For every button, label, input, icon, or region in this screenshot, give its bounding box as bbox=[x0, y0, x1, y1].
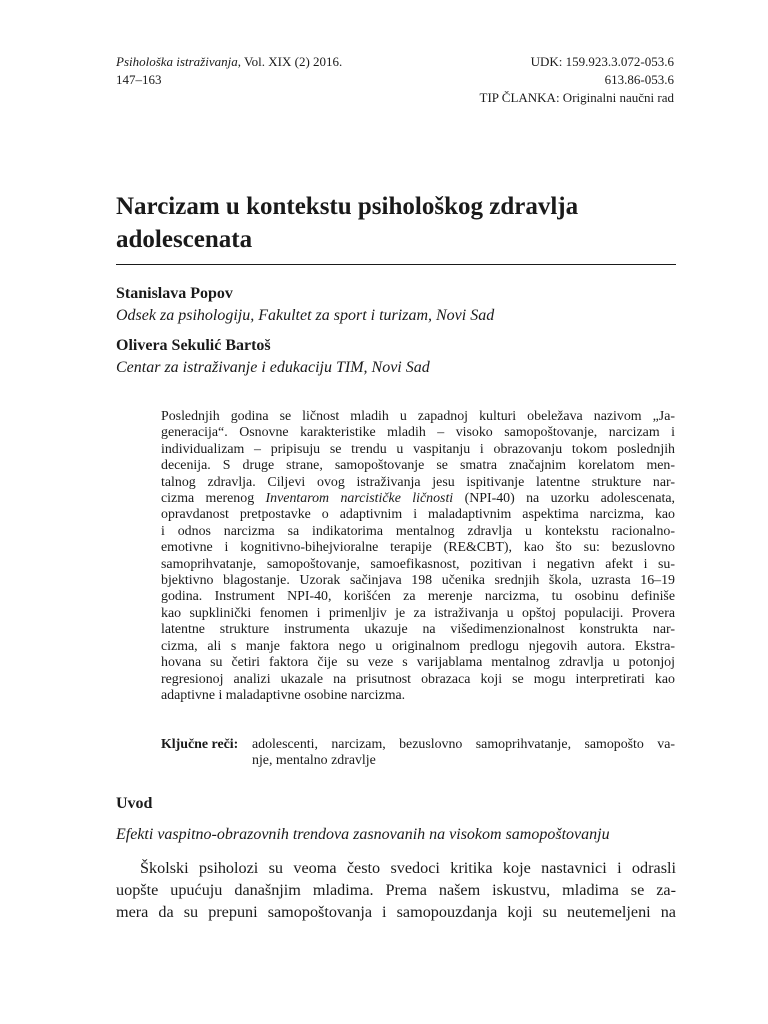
keywords-line: nje, mentalno zdravlje bbox=[252, 753, 376, 769]
article-type: TIP ČLANKA: Originalni naučni rad bbox=[479, 90, 674, 105]
abstract-line: cizma, ali s manje faktora nego u originalnom predlogu njegovih autora. Ekstra- bbox=[161, 638, 675, 654]
classification-block bbox=[480, 53, 674, 107]
journal-citation bbox=[116, 53, 342, 89]
abstract-line: adaptivne i maladaptivne osobine narcizma. bbox=[161, 687, 406, 703]
subsection-heading: Efekti vaspitno-obrazovnih trendova zasnovanih na visokom samopoštovanju bbox=[116, 826, 610, 843]
body-paragraph bbox=[116, 857, 676, 923]
abstract-line: i odnos narcizma sa indikatorima mentalnog zdravlja u kontekstu racionalno- bbox=[161, 523, 675, 539]
body-line: Školski psiholozi su veoma često svedoci kritika koje nastavnici i odrasli bbox=[140, 859, 676, 877]
abstract-line: talnog zdravlja. Ciljevi ovog istraživanja jesu ispitivanje latentne strukture nar- bbox=[161, 474, 675, 490]
udk-code-secondary: 613.86-053.6 bbox=[604, 72, 674, 87]
abstract-line: opravdanost pretpostavke o adaptivnim i maladaptivnim aspektima narcizma, kao bbox=[161, 507, 675, 523]
author-affiliation: Odsek za psihologiju, Fakultet za sport i turizam, Novi Sad bbox=[116, 307, 495, 324]
author-name: Stanislava Popov bbox=[116, 285, 233, 302]
journal-name: Psihološka istraživanja bbox=[116, 54, 238, 69]
abstract-line: latentne strukture instrumenta ukazuje na višedimenzionalnost konstrukta nar- bbox=[161, 622, 675, 638]
instrument-name: Inventarom narcističke ličnosti bbox=[265, 491, 454, 507]
abstract-line: bjektivno blagostanje. Uzorak sačinjava 198 učenika srednjih škola, uzrasta 16–19 bbox=[161, 573, 675, 589]
abstract bbox=[161, 409, 675, 704]
journal-volume: , Vol. XIX (2) 2016. bbox=[237, 54, 343, 69]
abstract-line: godina. Instrument NPI-40, korišćen za merenje narcizma, tu osobinu definiše bbox=[161, 589, 675, 605]
abstract-text: cizma merenog bbox=[161, 491, 266, 507]
abstract-line: decenija. S druge strane, samopoštovanje se smatra značajnim korelatom men- bbox=[161, 458, 675, 474]
abstract-line: kao supklinički fenomen i primenljiv je za istraživanja u opštoj populaciji. Provera bbox=[161, 605, 675, 621]
abstract-line: individualizam – pripisuju se trendu u vaspitanju i obrazovanju tokom poslednjih bbox=[161, 441, 675, 457]
title-rule bbox=[116, 264, 676, 265]
abstract-line: Poslednjih godina se ličnost mladih u zapadnoj kulturi obeležava nazivom „Ja- bbox=[161, 409, 675, 424]
abstract-line: samoprihvatanje, samopoštovanje, samoefikasnost, pozitivan i negativn afekt i su- bbox=[161, 556, 675, 572]
body-line: mera da su prepuni samopoštovanja i samopouzdanja koji su neutemeljeni na bbox=[116, 903, 676, 921]
abstract-line: hovana su četiri faktora čije su veze s varijablama mentalnog zdravlja u potonjoj bbox=[161, 655, 675, 671]
keywords-label: Ključne reči: bbox=[161, 737, 239, 752]
udk-code: UDK: 159.923.3.072-053.6 bbox=[530, 54, 674, 69]
body-line: uopšte upućuju današnjim mladima. Prema našem iskustvu, mladima se za- bbox=[116, 881, 676, 899]
page-range: 147–163 bbox=[116, 72, 162, 87]
title-line-2: adolescenata bbox=[116, 226, 253, 253]
keywords-line: adolescenti, narcizam, bezuslovno samoprihvatanje, samopošto va- bbox=[252, 737, 675, 752]
abstract-line bbox=[161, 491, 675, 507]
abstract-text: (NPI-40) na uzorku adolescenata, bbox=[453, 491, 675, 507]
abstract-line: emotivne i kognitivno-bihejvioralne terapije (RE&CBT), kao što su: bezuslovno bbox=[161, 540, 675, 556]
abstract-line: regresionoj analizi ukazale na prisutnost obrazaca koji se mogu interpretirati kao bbox=[161, 671, 675, 687]
section-heading: Uvod bbox=[116, 795, 153, 812]
article-title bbox=[116, 190, 676, 256]
author-name: Olivera Sekulić Bartoš bbox=[116, 337, 271, 354]
journal-line bbox=[116, 53, 342, 71]
keywords-list bbox=[252, 737, 675, 770]
abstract-line: generacija“. Osnovne karakteristike mladih – visoko samopoštovanje, narcizam i bbox=[161, 425, 675, 441]
title-line-1: Narcizam u kontekstu psihološkog zdravlja bbox=[116, 193, 579, 220]
author-affiliation: Centar za istraživanje i edukaciju TIM, Novi Sad bbox=[116, 359, 430, 376]
